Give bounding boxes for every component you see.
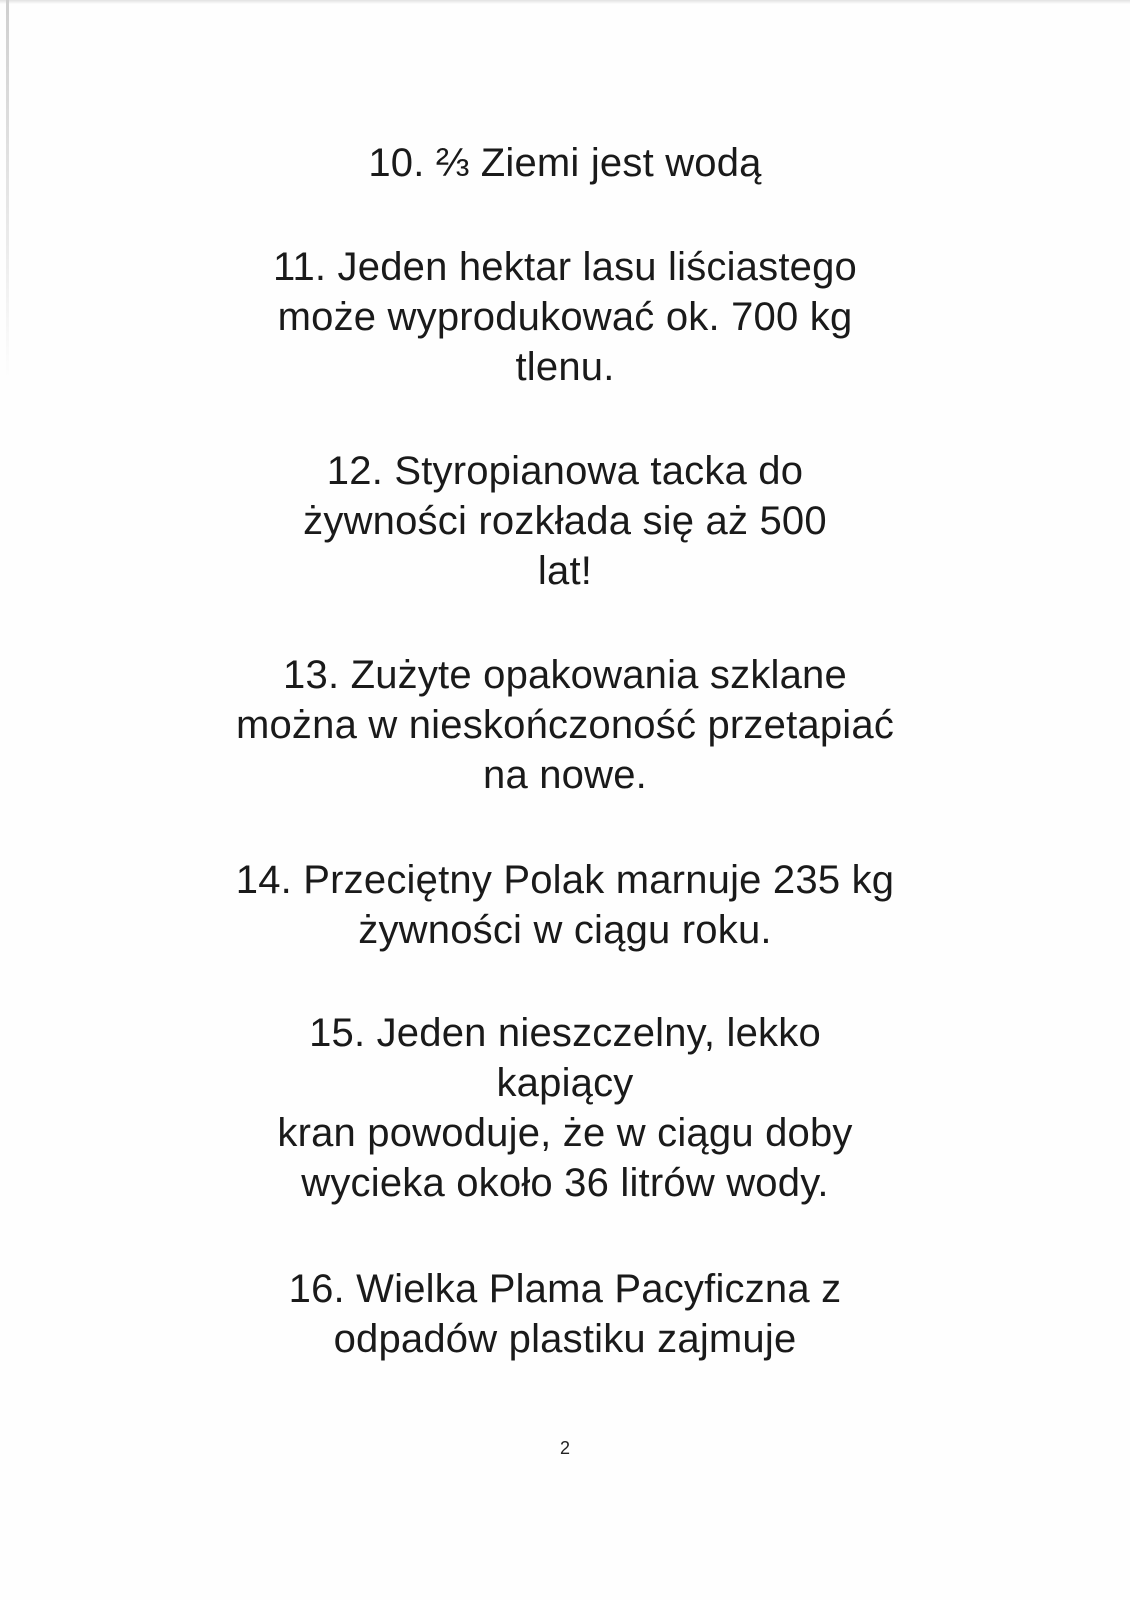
fact-15 <box>0 1008 1130 1208</box>
fact-11 <box>0 242 1130 392</box>
fact-line: 13. Zużyte opakowania szklane <box>283 653 847 697</box>
fact-14 <box>0 855 1130 955</box>
fact-line: wycieka około 36 litrów wody. <box>301 1161 829 1205</box>
fact-line: 16. Wielka Plama Pacyficzna z <box>288 1267 842 1311</box>
fact-line: 14. Przeciętny Polak marnuje 235 kg <box>235 858 895 902</box>
fact-line: lat! <box>537 549 593 593</box>
fact-10 <box>0 138 1130 188</box>
fact-line: tlenu. <box>515 345 615 389</box>
fact-line: 11. Jeden hektar lasu liściastego <box>273 245 857 289</box>
fact-line: 15. Jeden nieszczelny, lekko <box>309 1011 821 1055</box>
page-number: 2 <box>559 1438 570 1458</box>
fact-13 <box>0 650 1130 800</box>
fact-line: kapiący <box>496 1061 634 1105</box>
fact-line: 12. Styropianowa tacka do <box>326 449 804 493</box>
scan-edge-top <box>0 0 1130 4</box>
fact-line: kran powoduje, że w ciągu doby <box>277 1111 853 1155</box>
fact-line: odpadów plastiku zajmuje <box>333 1317 797 1361</box>
fact-12 <box>0 446 1130 596</box>
fact-line: żywności rozkłada się aż 500 <box>303 499 827 543</box>
fact-line: 10. ⅔ Ziemi jest wodą <box>368 141 762 185</box>
fact-line: żywności w ciągu roku. <box>358 908 772 952</box>
fact-line: na nowe. <box>483 753 647 797</box>
fact-16 <box>0 1264 1130 1364</box>
fact-line: może wyprodukować ok. 700 kg <box>277 295 853 339</box>
fact-line: można w nieskończoność przetapiać <box>235 703 895 747</box>
